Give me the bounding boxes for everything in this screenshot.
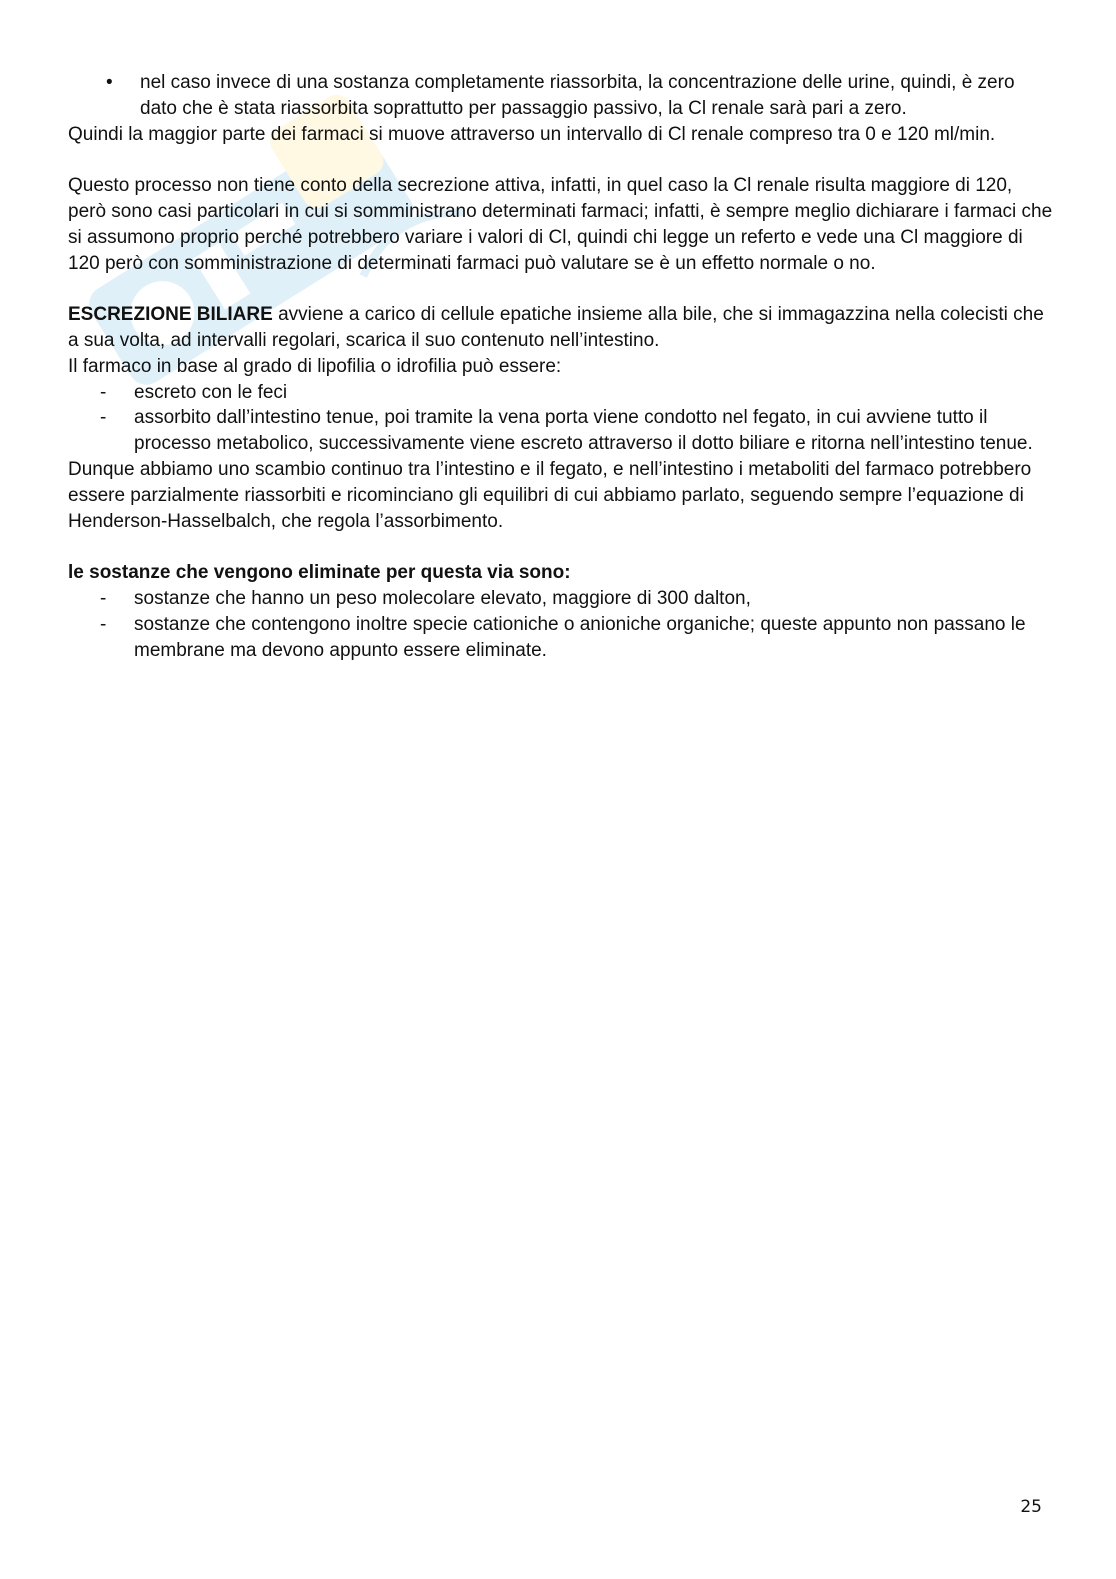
list-item — [68, 70, 1053, 122]
subheading: le sostanze che vengono eliminate per questa via sono: — [68, 562, 571, 584]
paragraph: Dunque abbiamo uno scambio continuo tra l’intestino e il fegato, e nell’intestino i metaboliti del farmaco potrebbero essere parzialmente riassorbiti e ricominciano gli equilibri di cui abbiamo parlato, seguendo sempre l’equazione di Henderson-Hasselbalch, che regola l’assorbimento. — [68, 458, 1032, 532]
page-number: 25 — [1020, 1497, 1042, 1517]
paragraph: Il farmaco in base al grado di lipofilia o idrofilia può essere: — [68, 355, 562, 377]
document-body — [68, 70, 1053, 663]
list-item — [68, 612, 1053, 664]
dash-marker: - — [100, 613, 107, 635]
paragraph: Quindi la maggior parte dei farmaci si muove attraverso un intervallo di Cl renale compreso tra 0 e 120 ml/min. — [68, 123, 996, 145]
section-heading: ESCREZIONE BILIARE — [68, 304, 273, 326]
list-item-text: assorbito dall’intestino tenue, poi tramite la vena porta viene condotto nel fegato, in cui avviene tutto il processo metabolico, successivamente viene escreto attraverso il dotto biliare e ritorna nell’intestino tenue. — [134, 407, 1033, 455]
paragraph-text: avviene a carico di cellule epatiche insieme alla bile, che si immagazzina nella colecisti che a sua volta, ad intervalli regolari, scarica il suo contenuto nell’intestino. — [68, 304, 1044, 351]
paragraph: Questo processo non tiene conto della secrezione attiva, infatti, in quel caso la Cl renale risulta maggiore di 120, però sono casi particolari in cui si somministrano determinati farmaci; infatti, è sempre meglio dichiarare i farmaci che si assumono proprio perché potrebbero variare i valori di Cl, quindi chi legge un referto e vede una Cl maggiore di 120 però con somministrazione di determinati farmaci può valutare se è un effetto normale o no. — [68, 175, 1053, 274]
bullet-marker: • — [106, 72, 113, 93]
paragraph — [68, 302, 1053, 354]
list-item-text: sostanze che hanno un peso molecolare elevato, maggiore di 300 dalton, — [134, 587, 751, 609]
list-item — [68, 405, 1053, 457]
dash-marker: - — [100, 407, 107, 429]
list-item — [68, 380, 1053, 406]
list-item — [68, 586, 1053, 612]
bullet-text: nel caso invece di una sostanza completamente riassorbita, la concentrazione delle urine, quindi, è zero dato che è stata riassorbita soprattutto per passaggio passivo, la Cl renale sarà pari a zero. — [140, 72, 1015, 119]
list-item-text: sostanze che contengono inoltre specie cationiche o anioniche organiche; queste appunto non passano le membrane ma devono appunto essere eliminate. — [134, 613, 1026, 661]
list-item-text: escreto con le feci — [134, 381, 288, 403]
dash-marker: - — [100, 587, 107, 609]
dash-marker: - — [100, 381, 107, 403]
